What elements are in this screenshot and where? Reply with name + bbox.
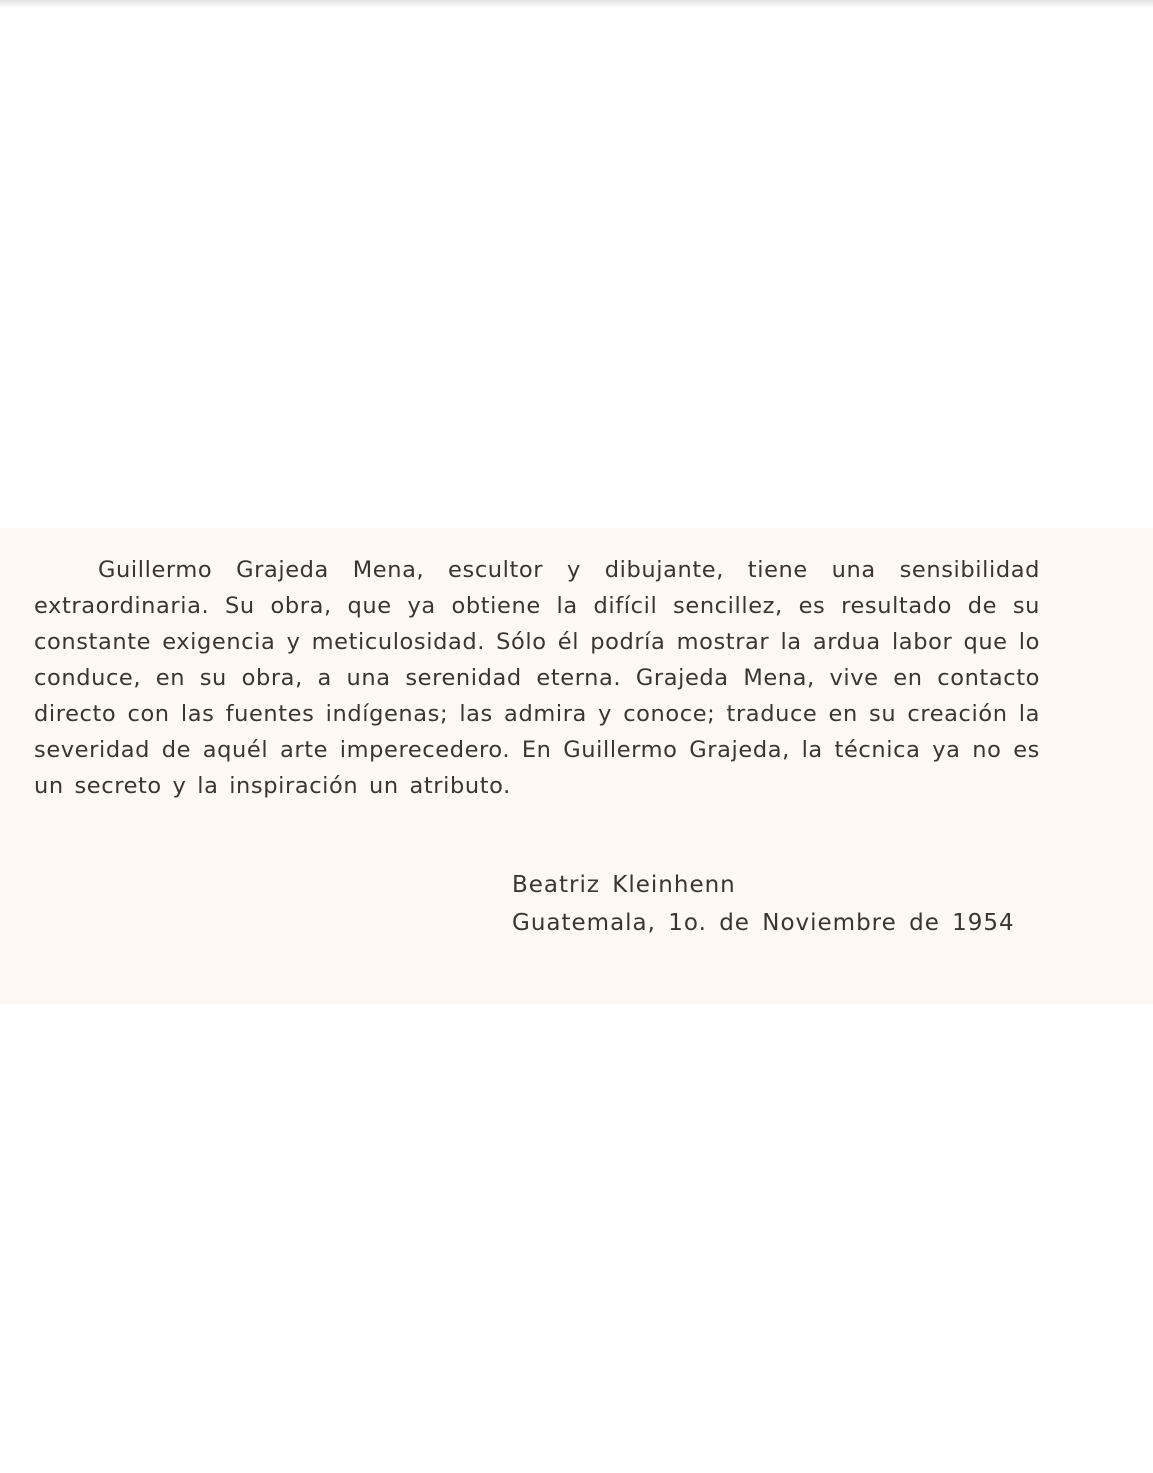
body-paragraph: Guillermo Grajeda Mena, escultor y dibujante, tiene una sensibilidad extraordinaria. Su obra, que ya obtiene la difícil sencillez, es resultado de su constante exigencia y meticulosidad. Sólo él podría mostrar la ardua labor que lo conduce, en su obra, a una serenidad eterna. Grajeda Mena, vive en contacto directo con las fuentes indígenas; las admira y conoce; traduce en su creación la severidad de aquél arte imperecedero. En Guillermo Grajeda, la técnica ya no es un secreto y la inspiración un atributo. (34, 557, 1040, 799)
signature-name: Beatriz Kleinhenn (512, 872, 736, 898)
top-shadow (0, 0, 1153, 8)
signature-place-date: Guatemala, 1o. de Noviembre de 1954 (512, 910, 1015, 936)
scanned-page (0, 528, 1153, 1004)
